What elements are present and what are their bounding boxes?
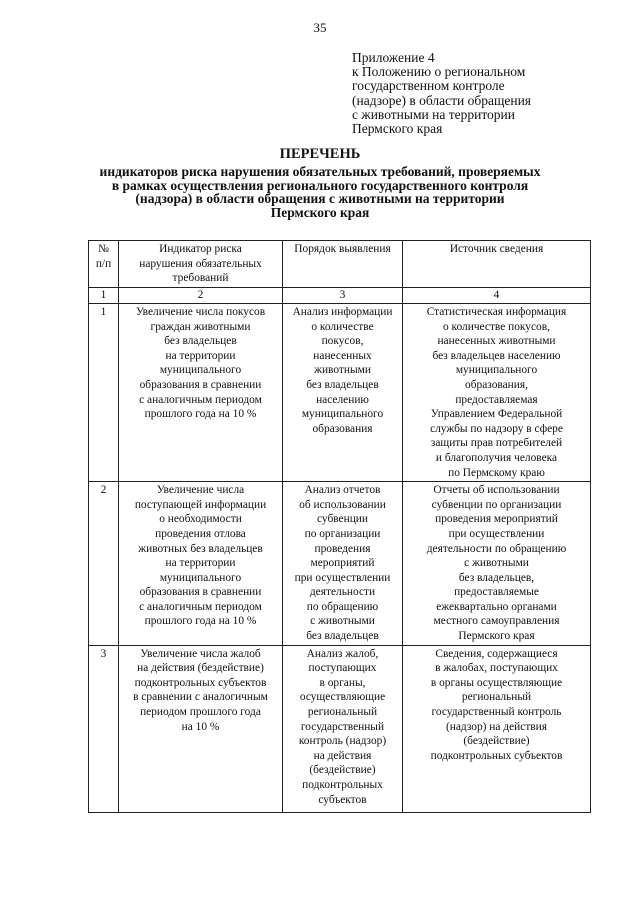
subtitle-line: Пермского края xyxy=(270,204,370,220)
cell-line: об использовании xyxy=(299,498,386,511)
cell-line: образования в сравнении xyxy=(139,378,262,391)
cell-line: Анализ жалоб, xyxy=(306,647,379,660)
cell-line: подконтрольных субъектов xyxy=(430,749,563,762)
cell-line: с аналогичным периодом xyxy=(139,600,262,613)
cell-line: без владельцев населению xyxy=(432,349,561,362)
cell-line: животными xyxy=(314,364,371,377)
cell-line: мероприятий xyxy=(310,557,375,570)
appendix-line: с животными на территории xyxy=(352,106,515,122)
subtitle-line: в рамках осуществления регионального государственного контроля xyxy=(111,177,529,193)
cell-line: муниципального xyxy=(455,364,538,377)
cell-line: без владельцев xyxy=(306,378,379,391)
cell-line: без владельцев xyxy=(164,335,237,348)
column-number: 3 xyxy=(283,288,403,304)
cell-line: о необходимости xyxy=(159,513,242,526)
cell-line: Увеличение числа жалоб xyxy=(140,647,261,660)
cell-line: предоставляемая xyxy=(455,393,538,406)
cell-line: на 10 % xyxy=(181,720,220,733)
cell-line: региональный xyxy=(461,691,532,704)
cell-line: предоставляемые xyxy=(454,586,539,599)
cell-line: Управлением Федеральной xyxy=(430,408,563,421)
appendix-line: Пермского края xyxy=(352,121,443,137)
cell-line: подконтрольных xyxy=(302,779,383,791)
cell-line: Увеличение числа xyxy=(156,484,245,497)
cell-line: муниципального xyxy=(159,571,242,584)
column-number: 2 xyxy=(119,288,283,304)
document-subtitle xyxy=(70,165,570,219)
cell-line: с животными xyxy=(464,557,529,570)
row-number: 3 xyxy=(89,645,119,812)
cell-line: субъектов xyxy=(318,793,367,806)
cell-line: (бездействие) xyxy=(463,735,530,748)
cell-line: без владельцев, xyxy=(458,571,535,584)
cell-line: в органы осуществляющие xyxy=(430,676,563,689)
header-num xyxy=(89,241,119,288)
cell-line: и благополучия человека xyxy=(435,451,558,464)
document-title: ПЕРЕЧЕНЬ xyxy=(279,146,361,162)
source-cell xyxy=(403,482,591,646)
cell-line: службы по надзору в сфере xyxy=(430,422,563,435)
cell-line: осуществляющие xyxy=(299,691,386,704)
cell-line: контроль (надзор) xyxy=(298,735,387,748)
cell-line: Индикатор риска xyxy=(159,243,242,255)
cell-line: с животными xyxy=(310,615,375,628)
source-cell xyxy=(403,645,591,812)
cell-line: по организации xyxy=(304,527,381,540)
cell-line: на территории xyxy=(165,349,236,362)
cell-line: на действия xyxy=(313,749,372,762)
cell-line: прошлого года на 10 % xyxy=(144,615,257,628)
cell-line: нанесенных животными xyxy=(437,335,556,348)
row-number: 2 xyxy=(89,482,119,646)
cell-line: в жалобах, поступающих xyxy=(435,662,558,675)
cell-line: Отчеты об использовании xyxy=(433,484,560,497)
cell-line: периодом прошлого года xyxy=(140,706,261,719)
cell-line: субвенции xyxy=(317,513,368,526)
appendix-line: к Положению о региональном xyxy=(352,64,526,80)
cell-line: подконтрольных субъектов xyxy=(134,676,267,689)
cell-line: поступающих xyxy=(308,662,377,675)
cell-line: п/п xyxy=(95,257,112,270)
cell-line: в органы, xyxy=(319,676,366,689)
cell-line: субвенции по организации xyxy=(431,498,562,511)
method-cell xyxy=(283,304,403,482)
table-row xyxy=(89,645,591,812)
cell-line: по обращению xyxy=(306,600,379,613)
source-cell xyxy=(403,304,591,482)
cell-line: Порядок выявления xyxy=(294,243,391,255)
page-number: 35 xyxy=(313,20,327,35)
cell-line: без владельцев xyxy=(306,630,379,643)
method-cell xyxy=(283,645,403,812)
cell-line: о количестве xyxy=(311,320,374,333)
cell-line: (бездействие) xyxy=(309,764,376,777)
cell-line: в сравнении с аналогичным xyxy=(133,691,268,704)
row-number: 1 xyxy=(89,304,119,482)
cell-line: государственный контроль xyxy=(431,706,562,719)
appendix-line: Приложение 4 xyxy=(352,50,435,65)
cell-line: требований xyxy=(172,272,229,285)
column-number: 4 xyxy=(403,288,591,304)
cell-line: Пермского края xyxy=(458,630,535,643)
cell-line: № xyxy=(98,243,109,255)
cell-line: деятельности по обращению xyxy=(426,542,567,555)
cell-line: Анализ информации xyxy=(292,306,393,318)
method-cell xyxy=(283,482,403,646)
cell-line: Источник сведения xyxy=(449,243,544,255)
header-method xyxy=(283,241,403,288)
cell-line: проведения xyxy=(314,542,371,555)
cell-line: на территории xyxy=(165,557,236,570)
cell-line: нанесенных xyxy=(313,349,372,362)
cell-line: защиты прав потребителей xyxy=(430,437,563,450)
cell-line: (надзор) на действия xyxy=(445,720,548,733)
cell-line: образования xyxy=(312,422,373,435)
table-row xyxy=(89,304,591,482)
appendix-line: государственном контроле xyxy=(352,78,505,94)
cell-line: о количестве покусов, xyxy=(443,320,550,333)
subtitle-line: индикаторов риска нарушения обязательных требований, проверяемых xyxy=(99,164,541,179)
cell-line: проведения мероприятий xyxy=(435,513,558,526)
cell-line: на действия (бездействие) xyxy=(137,662,264,675)
cell-line: нарушения обязательных xyxy=(139,257,262,270)
indicator-cell xyxy=(119,482,283,646)
cell-line: образования, xyxy=(465,378,528,391)
column-number: 1 xyxy=(89,288,119,304)
table-row xyxy=(89,482,591,646)
cell-line: образования в сравнении xyxy=(139,586,262,599)
cell-line: муниципального xyxy=(159,364,242,377)
header-indicator xyxy=(119,241,283,288)
cell-line: покусов, xyxy=(321,335,364,348)
cell-line: Анализ отчетов xyxy=(304,484,381,497)
cell-line: прошлого года на 10 % xyxy=(144,408,257,421)
cell-line: Увеличение числа покусов xyxy=(135,306,266,318)
cell-line: граждан животными xyxy=(150,320,251,333)
cell-line: деятельности xyxy=(309,586,376,599)
cell-line: местного самоуправления xyxy=(433,615,560,628)
cell-line: государственный xyxy=(300,720,385,733)
indicators-table xyxy=(88,240,591,813)
appendix-line: (надзоре) в области обращения xyxy=(352,92,532,108)
cell-line: по Пермскому краю xyxy=(448,466,545,479)
cell-line: при осуществлении xyxy=(448,527,545,540)
subtitle-line: (надзора) в области обращения с животными на территории xyxy=(135,191,505,207)
cell-line: ежеквартально органами xyxy=(436,600,557,613)
cell-line: поступающей информации xyxy=(134,498,267,511)
cell-line: Сведения, содержащиеся xyxy=(435,647,558,660)
cell-line: животных без владельцев xyxy=(138,542,263,555)
cell-line: с аналогичным периодом xyxy=(139,393,262,406)
indicator-cell xyxy=(119,645,283,812)
header-source xyxy=(403,241,591,288)
table-header-row xyxy=(89,241,591,288)
column-number-row xyxy=(89,288,591,304)
appendix-note xyxy=(352,51,592,136)
cell-line: при осуществлении xyxy=(294,571,391,584)
indicator-cell xyxy=(119,304,283,482)
cell-line: муниципального xyxy=(301,408,384,421)
cell-line: региональный xyxy=(307,706,378,719)
cell-line: Статистическая информация xyxy=(426,306,567,318)
cell-line: населению xyxy=(316,393,369,406)
cell-line: проведения отлова xyxy=(155,527,246,540)
